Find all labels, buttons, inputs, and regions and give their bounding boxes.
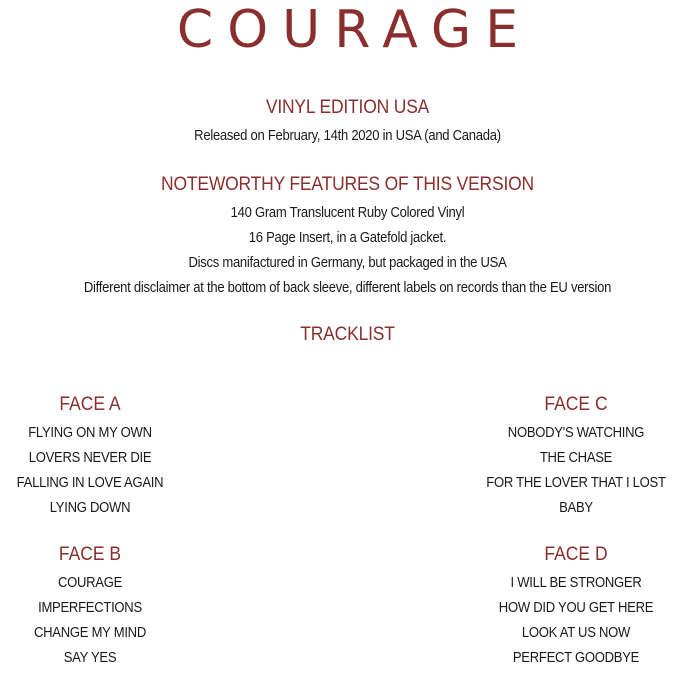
feature-item: Different disclaimer at the bottom of back sleeve, different labels on records than the EU version: [83, 280, 612, 296]
release-date-text: Released on February, 14th 2020 in USA (and Canada): [194, 128, 501, 144]
face-c-block: [463, 394, 689, 524]
face-c-label: FACE C: [544, 394, 608, 415]
track-item: PERFECT GOODBYE: [512, 650, 640, 666]
face-a-label: FACE A: [59, 394, 121, 415]
face-b-block: [0, 544, 180, 674]
track-item: FALLING IN LOVE AGAIN: [16, 475, 164, 491]
tracklist-heading: TRACKLIST: [300, 324, 395, 345]
edition-heading: VINYL EDITION USA: [265, 97, 430, 118]
feature-item: 140 Gram Translucent Ruby Colored Vinyl: [230, 205, 465, 221]
track-item: COURAGE: [57, 575, 123, 591]
features-heading: NOTEWORTHY FEATURES OF THIS VERSION: [160, 174, 534, 195]
track-item: BABY: [559, 500, 593, 516]
face-b-label: FACE B: [58, 544, 122, 565]
track-item: FOR THE LOVER THAT I LOST: [486, 475, 666, 491]
track-item: LOVERS NEVER DIE: [28, 450, 152, 466]
track-item: THE CHASE: [539, 450, 613, 466]
face-d-label: FACE D: [544, 544, 608, 565]
track-item: CHANGE MY MIND: [34, 625, 146, 641]
face-a-block: [0, 394, 180, 524]
track-item: NOBODY'S WATCHING: [507, 425, 645, 441]
track-item: I WILL BE STRONGER: [510, 575, 642, 591]
track-item: SAY YES: [63, 650, 117, 666]
page-title: COURAGE: [176, 0, 533, 60]
feature-item: Discs manifactured in Germany, but packaged in the USA: [188, 255, 507, 271]
track-item: FLYING ON MY OWN: [28, 425, 152, 441]
track-item: HOW DID YOU GET HERE: [498, 600, 654, 616]
track-item: LOOK AT US NOW: [521, 625, 631, 641]
face-d-block: [463, 544, 689, 674]
feature-item: 16 Page Insert, in a Gatefold jacket.: [248, 230, 447, 246]
track-item: IMPERFECTIONS: [38, 600, 142, 616]
track-item: LYING DOWN: [49, 500, 131, 516]
